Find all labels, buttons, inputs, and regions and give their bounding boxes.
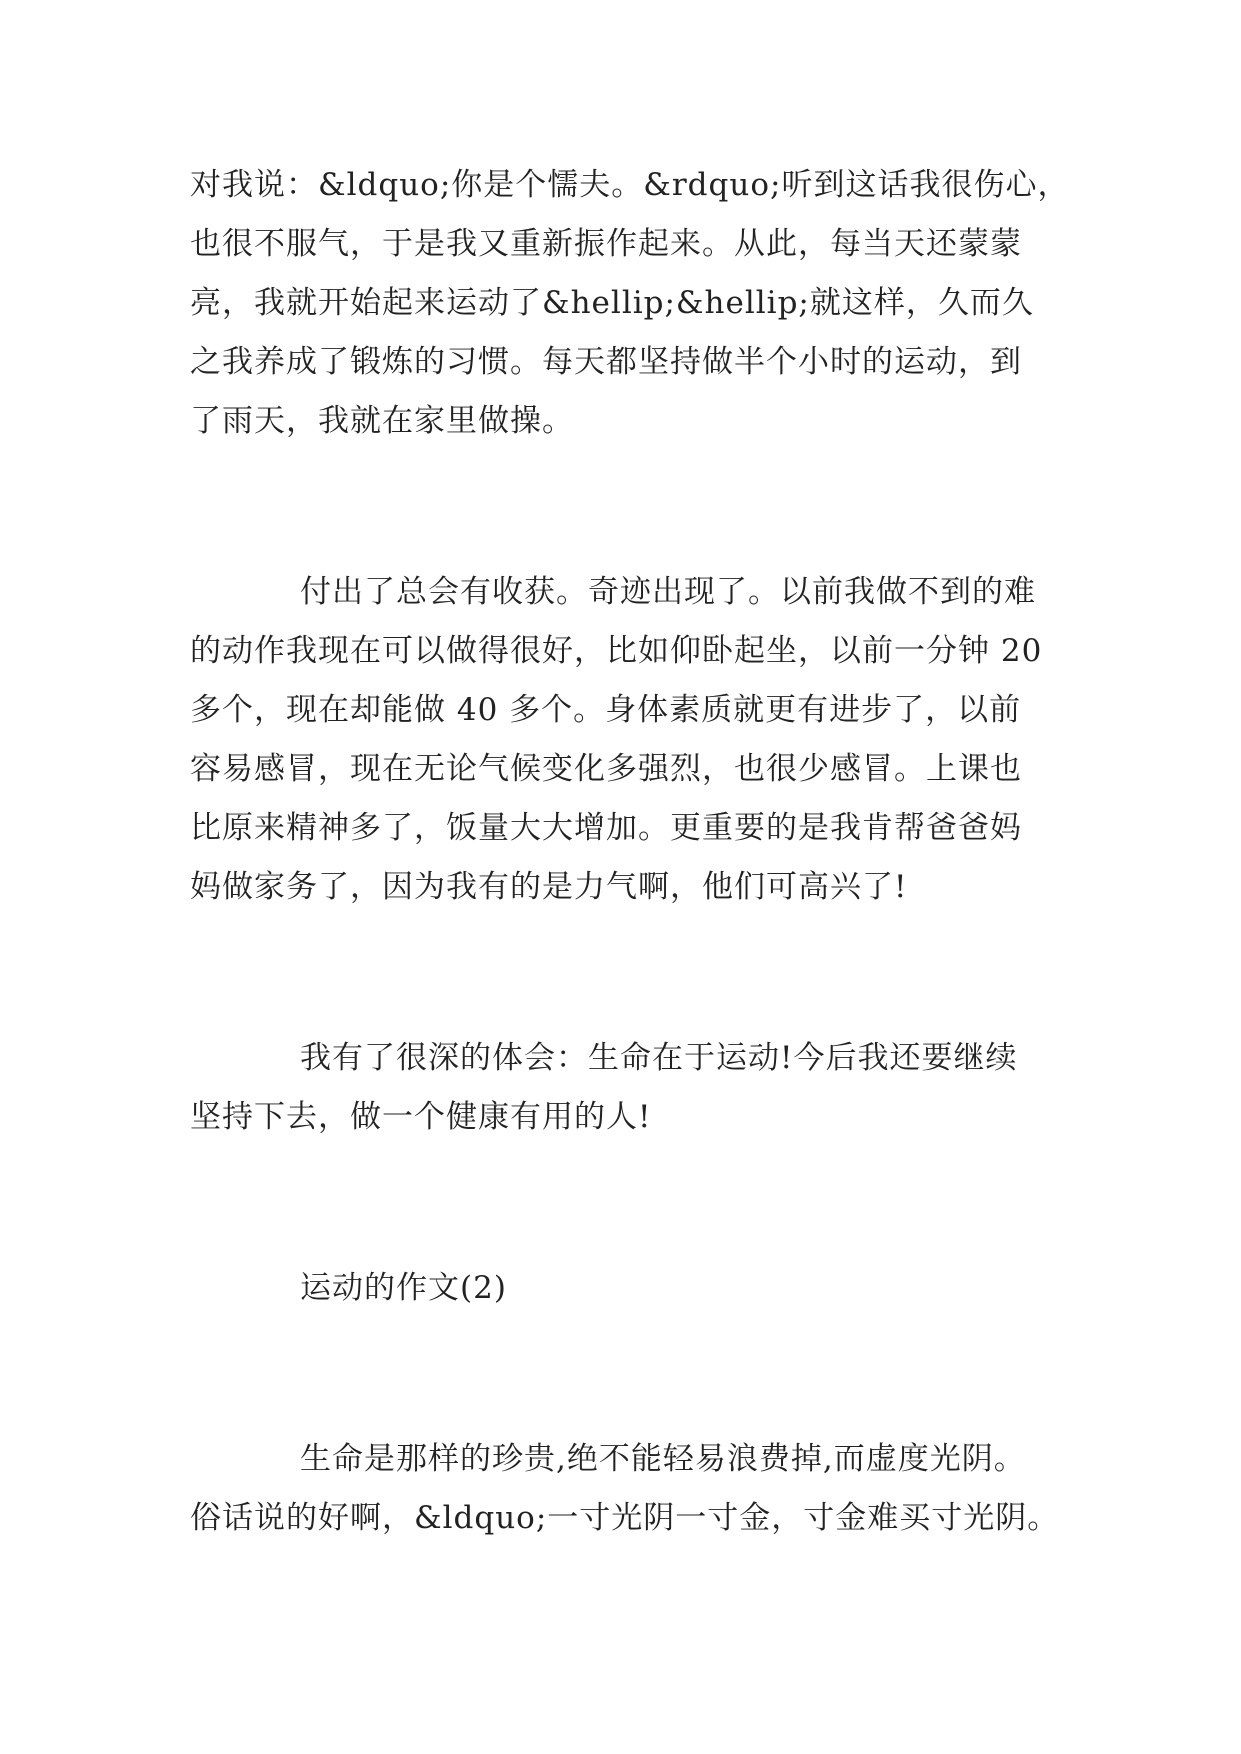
paragraph-line: 对我说：&ldquo;你是个懦夫。&rdquo;听到这话我很伤心， bbox=[190, 167, 1070, 203]
paragraph-line: 多个，现在却能做 40 多个。身体素质就更有进步了，以前 bbox=[190, 692, 1022, 728]
section-title: 运动的作文(2) bbox=[300, 1270, 507, 1306]
paragraph-line: 比原来精神多了，饭量大大增加。更重要的是我肯帮爸爸妈 bbox=[190, 810, 1022, 846]
paragraph-line: 生命是那样的珍贵,绝不能轻易浪费掉,而虚度光阴。 bbox=[300, 1441, 1026, 1477]
paragraph-line: 之我养成了锻炼的习惯。每天都坚持做半个小时的运动，到 bbox=[190, 344, 1022, 380]
paragraph-line: 坚持下去，做一个健康有用的人! bbox=[190, 1099, 652, 1135]
paragraph-line: 的动作我现在可以做得很好，比如仰卧起坐，以前一分钟 20 bbox=[190, 633, 1043, 669]
paragraph-line: 亮，我就开始起来运动了&hellip;&hellip;就这样，久而久 bbox=[190, 285, 1034, 321]
paragraph-line: 我有了很深的体会：生命在于运动!今后我还要继续 bbox=[300, 1040, 1018, 1076]
paragraph-line: 付出了总会有收获。奇迹出现了。以前我做不到的难 bbox=[300, 574, 1036, 610]
paragraph-line: 容易感冒，现在无论气候变化多强烈，也很少感冒。上课也 bbox=[190, 751, 1022, 787]
paragraph-line: 俗话说的好啊，&ldquo;一寸光阴一寸金，寸金难买寸光阴。 bbox=[190, 1500, 1060, 1536]
paragraph-line: 妈做家务了，因为我有的是力气啊，他们可高兴了! bbox=[190, 869, 908, 905]
paragraph-line: 了雨天，我就在家里做操。 bbox=[190, 403, 574, 439]
paragraph-line: 也很不服气，于是我又重新振作起来。从此，每当天还蒙蒙 bbox=[190, 226, 1022, 262]
